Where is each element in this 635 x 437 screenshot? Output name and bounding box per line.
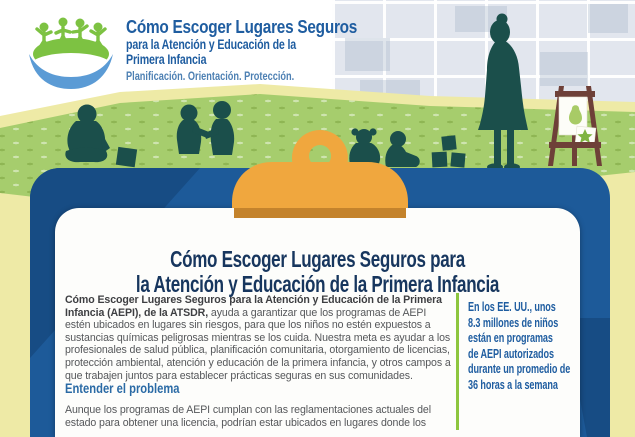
teacher-silhouette bbox=[477, 12, 531, 172]
intro-paragraph bbox=[65, 294, 453, 382]
section-paragraph: Aunque los programas de AEPI cumplan con las reglamentaciones actuales del estado para obtener una licencia, podrían estar ubicados en lugares donde los bbox=[65, 404, 431, 429]
blocks-stack-icon bbox=[430, 133, 474, 170]
callout-line: están en programas bbox=[468, 331, 553, 346]
content-card bbox=[55, 208, 580, 437]
window-pane bbox=[588, 4, 628, 33]
easel-icon bbox=[545, 80, 605, 170]
callout-line: de AEPI autorizados bbox=[468, 346, 554, 361]
brand-tagline: Planificación. Orientación. Protección. bbox=[126, 71, 295, 83]
toy-block-icon bbox=[113, 145, 141, 169]
intro-body: ayuda a garantizar que los programas de AEPI estén ubicados en lugares sin riesgos, para que los niños no estén expuestos a sustancias químicas peligrosas mientras se los cuida. Nuestra meta es ayudar a los profesionales de salud pública, planificación comunitaria, otorgamiento de licencias, protección ambiental, atención y educación de la primera infancia, y otros campos a que trabajen juntos para establecer prácticas seguras en sus comunidades. bbox=[65, 306, 451, 382]
page-title-line1: Cómo Escoger Lugares Seguros para bbox=[170, 246, 465, 273]
page-title-line2: la Atención y Educación de la Primera Infancia bbox=[135, 271, 500, 298]
callout-line: 36 horas a la semana bbox=[468, 377, 558, 392]
brand-subtitle-line2: Primera Infancia bbox=[126, 51, 207, 67]
callout-line: En los EE. UU., unos bbox=[468, 300, 556, 314]
brand-subtitle-line1: para la Atención y Educación de la bbox=[126, 36, 297, 52]
intro-lead-in: Cómo Escoger Lugares Seguros para la Atención y Educación de la Primera Infancia (AEPI), de la ATSDR, bbox=[65, 294, 442, 319]
logo-icon bbox=[24, 4, 118, 90]
callout-line: durante un promedio de bbox=[468, 362, 571, 377]
page-title bbox=[55, 247, 580, 297]
statistic-callout bbox=[456, 293, 606, 430]
brand-header bbox=[24, 4, 404, 90]
brand-text bbox=[126, 4, 404, 90]
clipboard-clip-icon bbox=[228, 126, 412, 218]
brand-title: Cómo Escoger Lugares Seguros bbox=[126, 16, 358, 37]
statistic-text bbox=[468, 293, 571, 394]
sitting-child-silhouette bbox=[60, 104, 112, 164]
section-heading: Entender el problema bbox=[65, 380, 180, 396]
callout-line: 8.3 millones de niños bbox=[468, 315, 559, 330]
